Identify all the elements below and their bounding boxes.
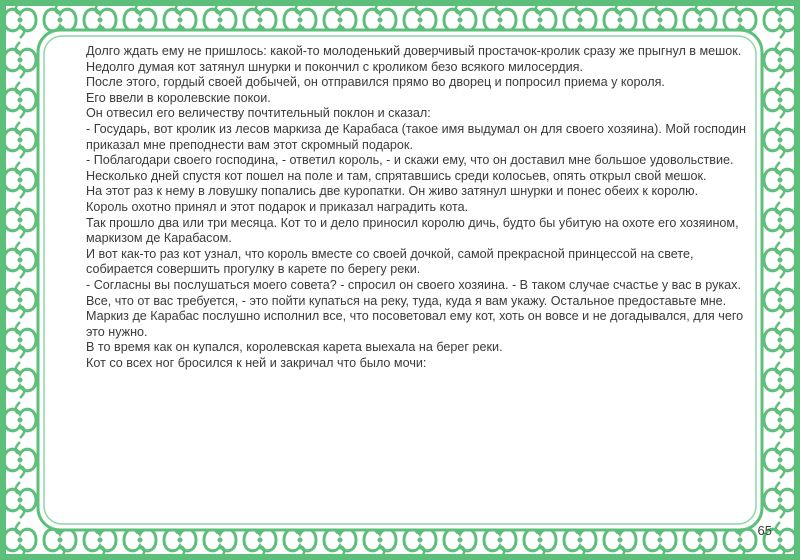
paragraph: Король охотно принял и этот подарок и приказал наградить кота. (86, 199, 469, 214)
paragraph: - Согласны вы послушаться моего совета? - спросил он своего хозяина. - В таком случае счастье у вас в руках. Все, что от вас требуется, - это пойти купаться на реку, туда, куда я вам укажу. Остальное предоставьте мне. (86, 277, 741, 308)
paragraph: Долго ждать ему не пришлось: какой-то молоденький доверчивый простачок-кролик сразу же прыгнул в мешок. (86, 44, 742, 58)
paragraph: Кот со всех ног бросился к ней и закричал что было мочи: (86, 355, 427, 370)
paragraph: - Поблагодари своего господина, - ответил король, - и скажи ему, что он доставил мне большое удовольствие. (86, 153, 734, 168)
paragraph: И вот как-то раз кот узнал, что король вместе со своей дочкой, самой прекрасной принцессой на свете, собирается совершить прогулку в карете по берегу реки. (86, 246, 694, 277)
story-text (86, 44, 748, 371)
paragraph: Так прошло два или три месяца. Кот то и дело приносил королю дичь, будто бы убитую на охоте его хозяином, маркизом де Карабасом. (86, 215, 739, 246)
paragraph: Он отвесил его величеству почтительный поклон и сказал: (86, 106, 431, 121)
paragraph: В то время как он купался, королевская карета выехала на берег реки. (86, 340, 503, 355)
page-number: 65 (757, 523, 772, 538)
paragraph: Несколько дней спустя кот пошел на поле и там, спрятавшись среди колосьев, опять открыл свой мешок. (86, 168, 707, 183)
paragraph: Недолго думая кот затянул шнурки и покончил с кроликом безо всякого милосердия. (86, 59, 583, 74)
paragraph: Его ввели в королевские покои. (86, 90, 271, 105)
paragraph: - Государь, вот кролик из лесов маркиза де Карабаса (такое имя выдумал он для своего хозяина). Мой господин приказал мне преподнести вам этот скромный подарок. (86, 121, 747, 152)
paragraph: После этого, гордый своей добычей, он отправился прямо во дворец и попросил приема у короля. (86, 75, 665, 90)
paragraph: Маркиз де Карабас послушно исполнил все, что посоветовал ему кот, хоть он вовсе и не догадывался, для чего это нужно. (86, 309, 744, 339)
paragraph: На этот раз к нему в ловушку попались две куропатки. Он живо затянул шнурки и понес обеих к королю. (86, 184, 699, 199)
